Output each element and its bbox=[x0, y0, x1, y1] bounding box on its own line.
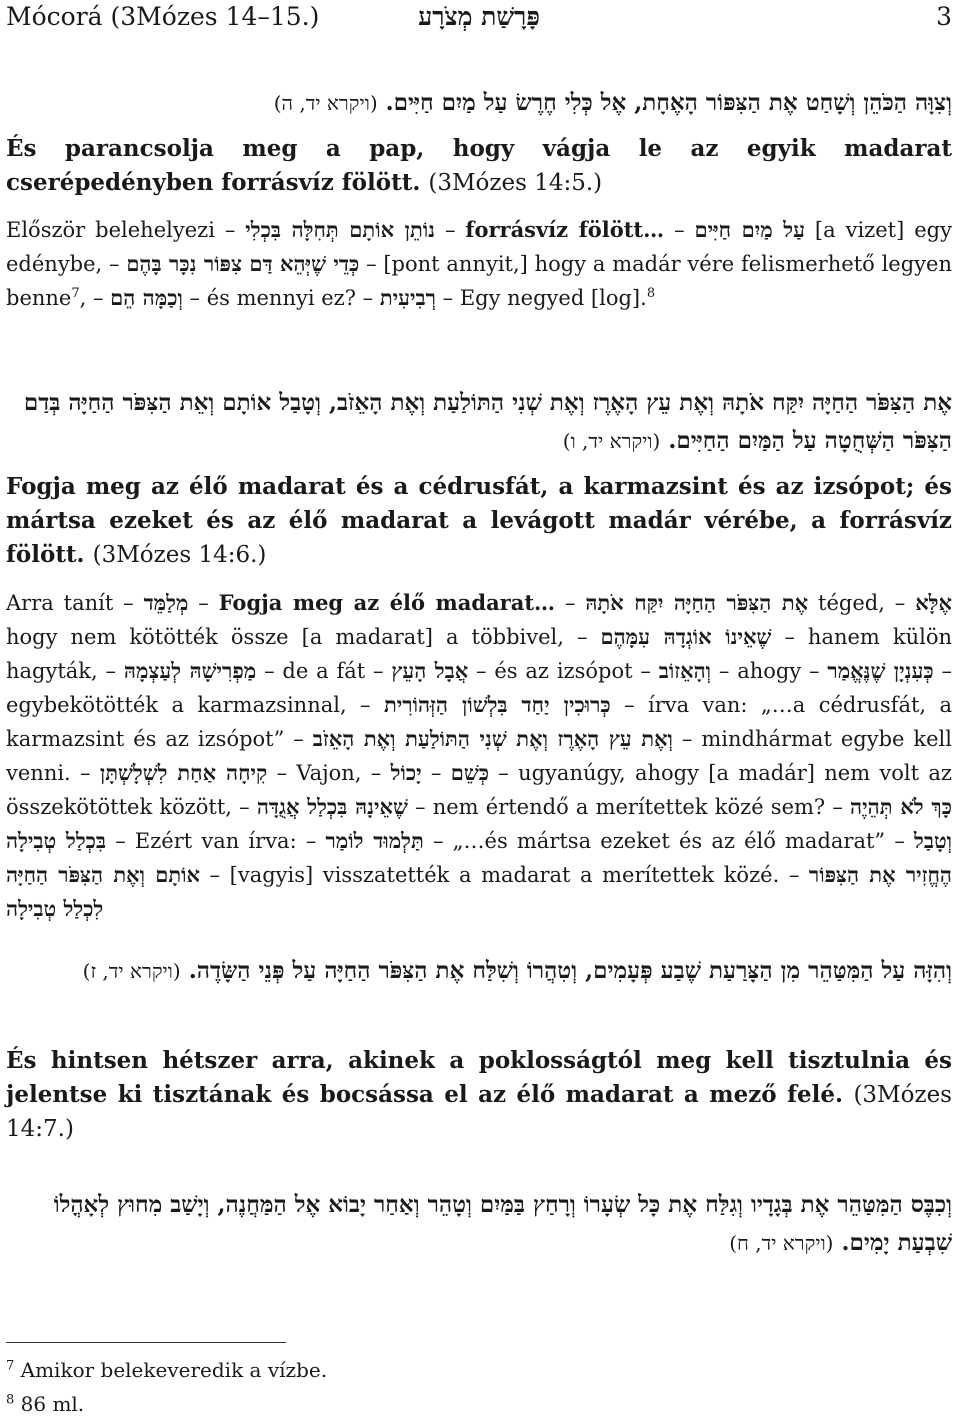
commentary-hebrew: שֶׁאֵינָהּ בִּכְלַל אֲגֻדָּה bbox=[256, 794, 408, 819]
commentary-hebrew: וְהָאֵזוֹב bbox=[658, 658, 712, 683]
page-header bbox=[6, 2, 952, 38]
verse-hungarian-ref: (3Mózes 14:5.) bbox=[428, 170, 603, 196]
commentary-text: hogy nem kötötték össze [a madarat] a többivel, – bbox=[6, 625, 601, 649]
verse-hungarian-ref: (3Mózes 14:7.) bbox=[6, 1082, 952, 1142]
commentary bbox=[6, 586, 952, 926]
commentary bbox=[6, 213, 952, 315]
commentary-text: – ugyanúgy, ahogy [a madár] nem volt az összekötöttek között, – bbox=[6, 761, 952, 819]
verse-hebrew-ref: (ויקרא יד, ז) bbox=[82, 959, 181, 983]
commentary-hebrew: וְטָבַל אוֹתָם וְאֶת הַצִּפֹּר הַחַיָּה bbox=[6, 828, 953, 887]
commentary-text: – de a fát – bbox=[256, 659, 392, 683]
commentary-text: – és az izsópot – bbox=[468, 659, 659, 683]
commentary-hebrew: הֶחֱזִיר אֶת הַצִּפּוֹר לִכְלַל טְבִילָה bbox=[6, 862, 952, 921]
commentary-hebrew: אֶת הַצִּפֹּר הַחַיָּה יִקַּח אֹתָהּ bbox=[585, 590, 809, 615]
verse-hungarian-text: És parancsolja meg a pap, hogy vágja le az egyik madarat cserépedényben forrásvíz fölött. bbox=[6, 135, 952, 196]
footnote-text: 86 ml. bbox=[20, 1392, 85, 1416]
commentary-hebrew: עַל מַיִם חַיִּים bbox=[694, 217, 805, 242]
commentary-text: , – bbox=[79, 286, 111, 310]
commentary-hebrew: יָכוֹל bbox=[390, 760, 422, 785]
commentary-text: – Vajon, – bbox=[267, 761, 391, 785]
verse-hebrew-text: וְהִזָּה עַל הַמִּטַּהֵר מִן הַצָּרַעַת שֶׁבַע פְּעָמִים, וְטִהֲרוֹ וְשִׁלַּח אֶת הַצִּפֹּר הַחַיָּה עַל פְּנֵי הַשָּׂדֶה. bbox=[188, 957, 952, 984]
commentary-text: Arra tanít – bbox=[6, 591, 144, 615]
commentary-text: téged, – bbox=[808, 591, 916, 615]
verse-hebrew bbox=[6, 84, 952, 122]
commentary-text: – bbox=[421, 761, 451, 785]
commentary-text: – nem értendő a merítettek közé sem? – bbox=[407, 795, 851, 819]
commentary-text: – bbox=[664, 218, 695, 242]
commentary-hebrew: שֶׁאֵינוֹ אוֹגְדָהּ עִמָּהֶם bbox=[600, 624, 772, 649]
commentary-hebrew: וְאֶת עֵץ הָאֶרֶז וְאֶת שְׁנִי הַתּוֹלַעַת וְאֶת הָאֵזֹב bbox=[312, 726, 673, 751]
commentary-text: – hanem külön hagyták, – bbox=[6, 625, 952, 683]
commentary-hebrew: קִיחָה אַחַת לִשְׁלָשְׁתָּן bbox=[99, 760, 268, 785]
verse-hungarian bbox=[6, 132, 952, 200]
verse-hebrew-ref: (ויקרא יד, ח) bbox=[729, 1231, 834, 1255]
commentary-hebrew: כָּךְ לֹא תְּהֵיֶה בִּכְלַל טְבִילָה bbox=[6, 794, 953, 853]
commentary-hebrew: תַּלְמוּד לוֹמַר bbox=[325, 828, 424, 853]
commentary-hebrew: אֶלָּא bbox=[915, 590, 952, 615]
commentary-text: – írva van: „…a cédrusfát, a karmazsint és az izsópot” – bbox=[6, 693, 952, 751]
verse-hebrew-text: אֶת הַצִּפֹּר הַחַיָּה יִקַּח אֹתָהּ וְאֶת עֵץ הָאֶרֶז וְאֶת שְׁנִי הַתּוֹלַעַת וְאֶת הָאֵזֹב, וְטָבַל אוֹתָם וְאֵת הַצִּפֹּר הַחַיָּה בְּדַם הַצִּפֹּר הַשְּׁחֻטָה עַל הַמַּיִם הַחַיִּים. bbox=[23, 389, 952, 454]
commentary-text: – „…és mártsa ezeket és az élő madarat” – bbox=[423, 829, 914, 853]
commentary-hebrew: כְּרוּכִין יַחַד בִּלְשׁוֹן הַזְּהוֹרִית bbox=[383, 692, 611, 717]
commentary-text: – és mennyi ez? – bbox=[182, 286, 380, 310]
commentary-hebrew: מְלַמֵּד bbox=[143, 590, 189, 615]
footnote-number: 7 bbox=[6, 1358, 15, 1374]
footnote-number: 8 bbox=[6, 1392, 15, 1408]
commentary-text: – egybekötötték a karmazsinnal, – bbox=[6, 659, 952, 717]
verse-hebrew bbox=[6, 384, 952, 460]
footnote-divider bbox=[6, 1342, 286, 1343]
commentary-lemma: forrásvíz fölött… bbox=[465, 217, 665, 242]
verse-hungarian bbox=[6, 470, 952, 572]
commentary-text: – [vagyis] visszatették a madarat a merítettek közé. – bbox=[199, 863, 809, 887]
commentary-lemma: Fogja meg az élő madarat… bbox=[218, 590, 556, 615]
commentary-hebrew: כְּדֵי שֶׁיְּהֵא דַּם צִפּוֹר נִכָּר בָּהֶם bbox=[126, 251, 360, 276]
verse-hebrew-text: וְצִוָּה הַכֹּהֵן וְשָׁחַט אֶת הַצִּפּוֹר הָאֶחָת, אֶל כְּלִי חֶרֶשׂ עַל מַיִם חַיִּים. bbox=[385, 89, 952, 116]
commentary-hebrew: אֲבָל הָעֵץ bbox=[391, 658, 469, 683]
verse-hungarian bbox=[6, 1044, 952, 1146]
verse-hebrew-ref: (ויקרא יד, ו) bbox=[562, 429, 661, 453]
commentary-text: – mindhármat egybe kell venni. – bbox=[6, 727, 952, 785]
commentary-hebrew: נוֹתֵן אוֹתָם תְּחִלָּה בִּכְלִי bbox=[245, 217, 436, 242]
commentary-text: – ahogy – bbox=[711, 659, 828, 683]
footnote bbox=[6, 1358, 327, 1382]
commentary-hebrew: רְבִיעִית bbox=[379, 285, 436, 310]
commentary-hebrew: כְּשֵׁם bbox=[450, 760, 489, 785]
commentary-text: – [pont annyit,] hogy a madár vére felismerhető legyen benne bbox=[6, 252, 952, 310]
commentary-hebrew: כְּעִנְיָן שֶׁנֶּאֱמַר bbox=[827, 658, 934, 683]
verse-hebrew-text: וְכִבֶּס הַמִּטַּהֵר אֶת בְּגָדָיו וְגִלַּח אֶת כָּל שְׂעָרוֹ וְרָחַץ בַּמַּיִם וְטָהֵר וְאַחַר יָבוֹא אֶל הַמַּחֲנֶה, וְיָשַׁב מִחוּץ לְאָהֳלוֹ שִׁבְעַת יָמִים. bbox=[53, 1191, 952, 1256]
verse-hebrew bbox=[6, 1186, 952, 1262]
commentary-text: – Ezért van írva: – bbox=[106, 829, 326, 853]
commentary-text: [a vizet] egy edénybe, – bbox=[6, 218, 952, 276]
footnote bbox=[6, 1392, 84, 1416]
verse-hungarian-text: Fogja meg az élő madarat és a cédrusfát, a karmazsint és az izsópot; és mártsa ezeket és az élő madarat a levágott madár vérébe, a forrásvíz fölött. bbox=[6, 473, 952, 568]
footnote-marker[interactable]: 7 bbox=[71, 286, 80, 301]
header-parasha-title: Mócorá (3Mózes 14–15.) bbox=[6, 2, 320, 31]
header-hebrew-title: פָּרָשַׁת מְצֹרָע bbox=[418, 2, 540, 31]
commentary-hebrew: מַפְרִישָׁהּ לְעַצְמָהּ bbox=[123, 658, 257, 683]
commentary-text: – bbox=[435, 218, 466, 242]
verse-hebrew-ref: (ויקרא יד, ה) bbox=[273, 91, 378, 115]
page-number: 3 bbox=[936, 2, 952, 31]
commentary-text: – bbox=[555, 591, 586, 615]
commentary-text: – bbox=[188, 591, 219, 615]
commentary-hebrew: וְכַמָּה הֵם bbox=[110, 285, 183, 310]
commentary-text: Először belehelyezi – bbox=[6, 218, 246, 242]
verse-hebrew bbox=[6, 952, 952, 990]
footnote-marker[interactable]: 8 bbox=[646, 286, 656, 301]
verse-hungarian-text: És hintsen hétszer arra, akinek a poklosságtól meg kell tisztulnia és jelentse ki tisztának és bocsássa el az élő madarat a mező felé. bbox=[6, 1047, 952, 1108]
footnote-text: Amikor belekeveredik a vízbe. bbox=[20, 1358, 328, 1382]
commentary-text: – Egy negyed [log]. bbox=[435, 286, 647, 310]
verse-hungarian-ref: (3Mózes 14:6.) bbox=[92, 542, 267, 568]
